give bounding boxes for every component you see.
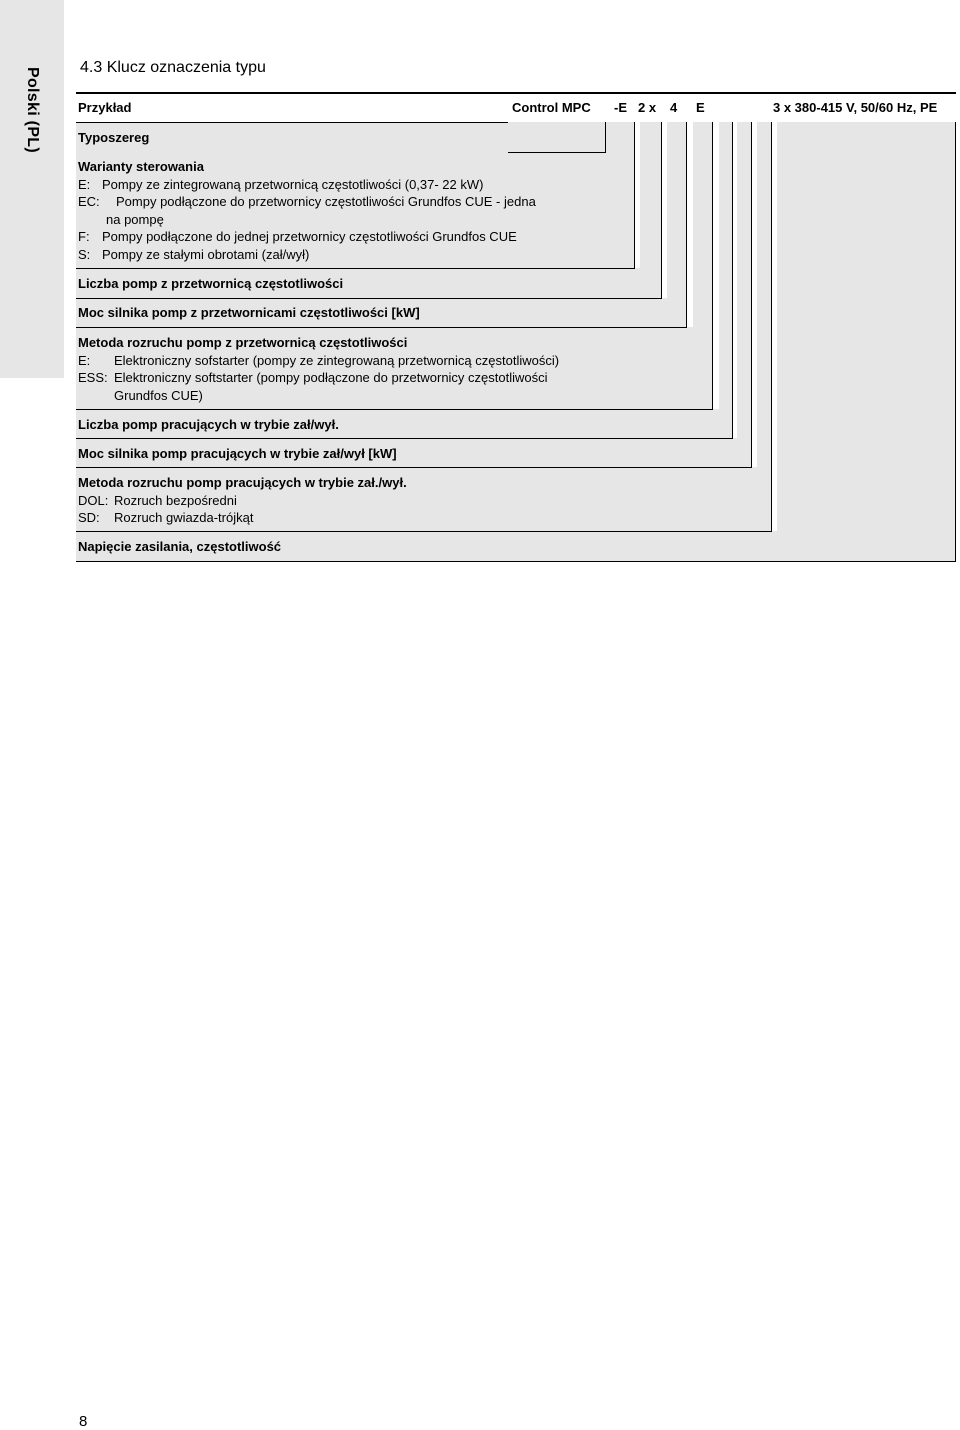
- metoda-item-text: Grundfos CUE): [114, 387, 203, 403]
- page-number: 8: [79, 1413, 88, 1430]
- bracket-moc-zalwyl-v: [751, 122, 752, 467]
- metoda-zalwyl-item-key: DOL:: [78, 492, 109, 508]
- row-napiecie: Napięcie zasilania, częstotliwość: [78, 539, 282, 554]
- metoda-item-text: Elektroniczny softstarter (pompy podłączone do przetwornicy częstotliwości: [114, 370, 548, 385]
- warianty-item: [78, 246, 309, 264]
- warianty-item-key: S:: [78, 246, 91, 262]
- row-typoszereg: Typoszereg: [78, 130, 150, 145]
- metoda-item: [114, 387, 203, 405]
- top-rule: [76, 92, 956, 94]
- warianty-item-key: EC:: [78, 194, 100, 209]
- bracket-typoszereg-v: [605, 122, 606, 152]
- warianty-item-key: E:: [78, 176, 91, 192]
- metoda-item-key: ESS:: [78, 370, 108, 385]
- metoda-zalwyl-item: [78, 509, 253, 527]
- column-strip-liczba-zalwyl-top: [719, 122, 733, 409]
- section-title: 4.3 Klucz oznaczenia typu: [80, 59, 266, 76]
- column-strip-metoda-zalwyl-top: [757, 122, 772, 467]
- language-tab-label: Polski (PL): [24, 67, 41, 153]
- warianty-item-text: Pompy podłączone do jednej przetwornicy częstotliwości Grundfos CUE: [102, 229, 517, 244]
- bottom-rule: [76, 561, 956, 562]
- example-row-underline: [76, 122, 508, 123]
- warianty-item-text: Pompy podłączone do przetwornicy częstotliwości Grundfos CUE - jedna: [116, 194, 536, 209]
- example-code-voltage: 3 x 380-415 V, 50/60 Hz, PE: [773, 100, 938, 115]
- bracket-moc-v: [686, 122, 687, 327]
- metoda-zalwyl-item-text: Rozruch gwiazda-trójkąt: [114, 510, 254, 525]
- warianty-item-text: Pompy ze stałymi obrotami (zał/wył): [102, 246, 310, 262]
- bracket-metoda-v: [712, 122, 713, 409]
- example-code-series: Control MPC: [512, 100, 591, 115]
- row-metoda-zalwyl-title: Metoda rozruchu pomp pracujących w trybie zał./wył.: [78, 475, 407, 490]
- bracket-moc-zalwyl-h: [76, 467, 752, 468]
- bracket-warianty-h: [76, 268, 635, 269]
- warianty-item: [78, 228, 517, 246]
- language-tab: [0, 0, 64, 378]
- bracket-napiecie-v: [955, 122, 956, 562]
- metoda-zalwyl-item: [78, 492, 237, 510]
- bracket-metoda-h: [76, 409, 713, 410]
- row-liczba-pomp: Liczba pomp z przetwornicą częstotliwości: [78, 276, 344, 291]
- warianty-item-key: F:: [78, 229, 90, 244]
- example-code-power: 4: [670, 100, 678, 115]
- bracket-liczba-zalwyl-v: [732, 122, 733, 438]
- bracket-metoda-zalwyl-v: [771, 122, 772, 531]
- bracket-metoda-zalwyl-h: [76, 531, 772, 532]
- warianty-item: [78, 193, 536, 211]
- row-liczba-zalwyl: Liczba pomp pracujących w trybie zał/wył.: [78, 417, 339, 432]
- row-metoda-title: Metoda rozruchu pomp z przetwornicą częstotliwości: [78, 335, 408, 350]
- warianty-item: [78, 176, 483, 194]
- bracket-liczba-h: [76, 298, 662, 299]
- bracket-liczba-zalwyl-h: [76, 438, 733, 439]
- warianty-item: [106, 211, 164, 229]
- metoda-item-key: E:: [78, 352, 91, 368]
- column-strip-napiecie-top: [777, 122, 956, 531]
- example-code-control: -E: [614, 100, 627, 115]
- column-strip-liczba-top: [640, 122, 662, 268]
- metoda-zalwyl-item-key: SD:: [78, 510, 100, 525]
- bracket-warianty-v: [634, 122, 635, 268]
- row-moc-zalwyl: Moc silnika pomp pracujących w trybie zał/wył [kW]: [78, 446, 397, 461]
- example-code-count: 2 x: [638, 100, 657, 115]
- warianty-item-text: na pompę: [106, 211, 164, 227]
- bracket-liczba-v: [661, 122, 662, 298]
- column-strip-moc-top: [667, 122, 687, 298]
- example-code-start: E: [696, 100, 705, 115]
- bracket-typoszereg-h: [508, 152, 606, 153]
- column-strip-metoda-top: [693, 122, 713, 327]
- warianty-item-text: Pompy ze zintegrowaną przetwornicą częstotliwości (0,37- 22 kW): [102, 176, 484, 192]
- row-warianty-title: Warianty sterowania: [78, 159, 204, 174]
- row-moc-silnika: Moc silnika pomp z przetwornicami częstotliwości [kW]: [78, 305, 420, 320]
- metoda-zalwyl-item-text: Rozruch bezpośredni: [114, 492, 237, 508]
- metoda-item-text: Elektroniczny sofstarter (pompy ze zintegrowaną przetwornicą częstotliwości): [114, 352, 560, 368]
- metoda-item: [78, 369, 548, 387]
- column-strip-moc-zalwyl-top: [737, 122, 752, 438]
- bracket-moc-h: [76, 327, 687, 328]
- metoda-item: [78, 352, 559, 370]
- example-label: Przykład: [78, 100, 132, 115]
